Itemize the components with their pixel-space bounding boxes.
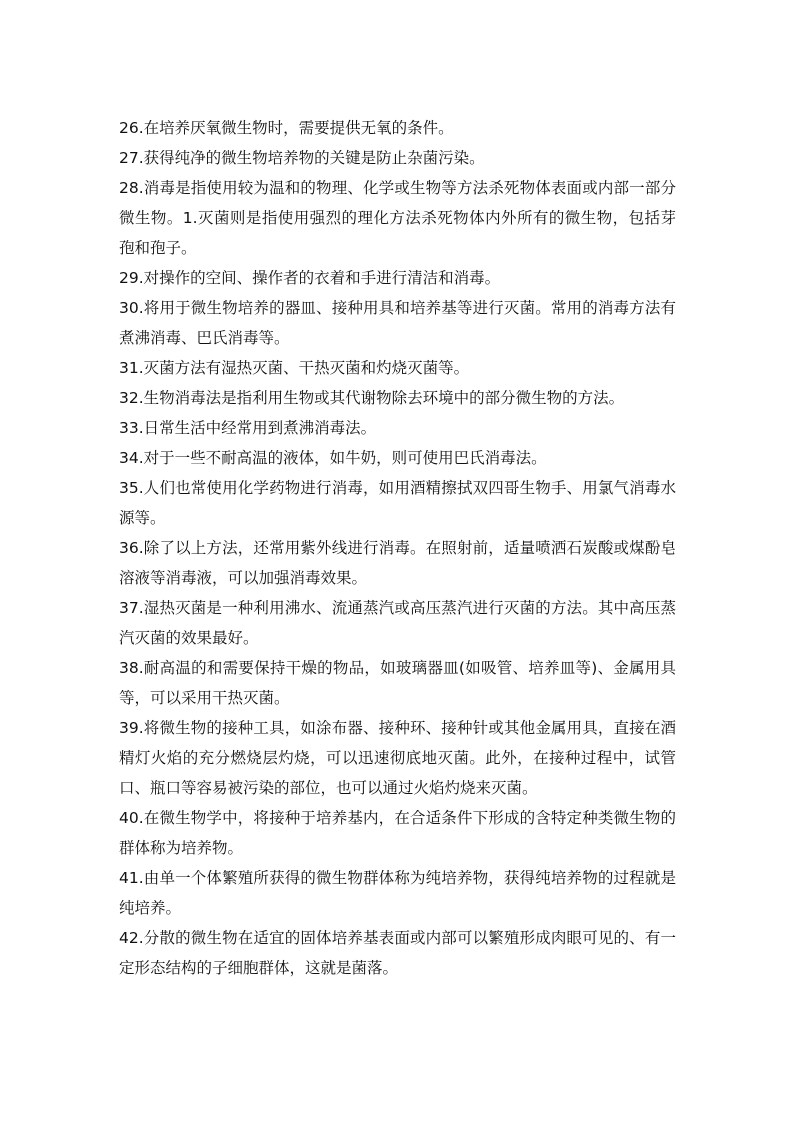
document-body bbox=[119, 113, 676, 983]
paragraph-32: 32.生物消毒法是指利用生物或其代谢物除去环境中的部分微生物的方法。 bbox=[119, 389, 625, 407]
paragraph-39: 39.将微生物的接种工具，如涂布器、接种环、接种针或其他金属用具，直接在酒精灯火焰的充分燃烧层灼烧，可以迅速彻底地灭菌。此外，在接种过程中，试管口、瓶口等容易被污染的部位，也可以通过火焰灼烧来灭菌。 bbox=[119, 719, 676, 797]
paragraph-26: 26.在培养厌氧微生物时，需要提供无氧的条件。 bbox=[119, 119, 454, 137]
paragraph-35: 35.人们也常使用化学药物进行消毒，如用酒精擦拭双四哥生物手、用氯气消毒水源等。 bbox=[119, 479, 676, 527]
paragraph-36: 36.除了以上方法，还常用紫外线进行消毒。在照射前，适量喷洒石炭酸或煤酚皂溶液等消毒液，可以加强消毒效果。 bbox=[119, 539, 676, 587]
paragraph-40: 40.在微生物学中，将接种于培养基内，在合适条件下形成的含特定种类微生物的群体称为培养物。 bbox=[119, 809, 676, 857]
paragraph-41: 41.由单一个体繁殖所获得的微生物群体称为纯培养物，获得纯培养物的过程就是纯培养。 bbox=[119, 869, 676, 917]
paragraph-42: 42.分散的微生物在适宜的固体培养基表面或内部可以繁殖形成肉眼可见的、有一定形态结构的子细胞群体，这就是菌落。 bbox=[119, 929, 676, 977]
paragraph-30: 30.将用于微生物培养的器皿、接种用具和培养基等进行灭菌。常用的消毒方法有煮沸消毒、巴氏消毒等。 bbox=[119, 299, 676, 347]
paragraph-33: 33.日常生活中经常用到煮沸消毒法。 bbox=[119, 419, 377, 437]
paragraph-34: 34.对于一些不耐高温的液体，如牛奶，则可使用巴氏消毒法。 bbox=[119, 449, 547, 467]
paragraph-31: 31.灭菌方法有湿热灭菌、干热灭菌和灼烧灭菌等。 bbox=[119, 359, 470, 377]
paragraph-29: 29.对操作的空间、操作者的衣着和手进行清洁和消毒。 bbox=[119, 269, 501, 287]
paragraph-37: 37.湿热灭菌是一种利用沸水、流通蒸汽或高压蒸汽进行灭菌的方法。其中高压蒸汽灭菌的效果最好。 bbox=[119, 599, 676, 647]
paragraph-27: 27.获得纯净的微生物培养物的关键是防止杂菌污染。 bbox=[119, 149, 485, 167]
paragraph-28: 28.消毒是指使用较为温和的物理、化学或生物等方法杀死物体表面或内部一部分微生物。1.灭菌则是指使用强烈的理化方法杀死物体内外所有的微生物，包括芽孢和孢子。 bbox=[119, 179, 676, 257]
paragraph-38: 38.耐高温的和需要保持干燥的物品，如玻璃器皿(如吸管、培养皿等)、金属用具等，可以采用干热灭菌。 bbox=[119, 659, 676, 707]
